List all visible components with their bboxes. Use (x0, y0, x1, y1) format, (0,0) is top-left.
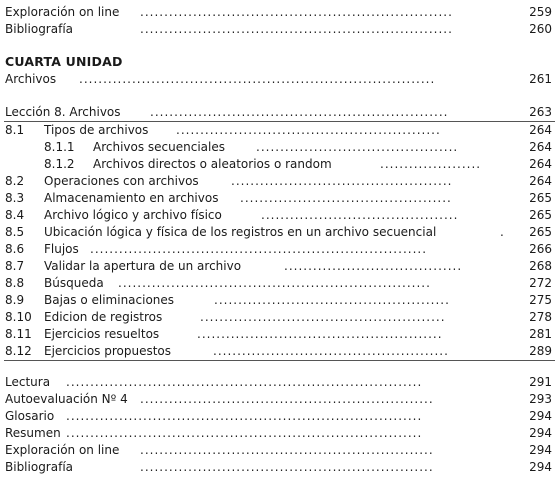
dot-leader: ................................................. (213, 344, 449, 358)
section-label: Ubicación lógica y física de los registros en un archivo secuencial (44, 225, 437, 239)
entry-label: Exploración on line (5, 5, 120, 19)
section-label: Bajas o eliminaciones (44, 293, 175, 307)
dot-leader: ................................................... (197, 327, 443, 341)
section-number: 8.6 (5, 242, 25, 256)
page-number: 294 (529, 443, 552, 457)
section-number: 8.9 (5, 293, 25, 307)
dot-leader: ................................................................. (140, 22, 453, 36)
page-number: 263 (529, 105, 552, 119)
entry-label: Bibliografía (5, 460, 74, 474)
section-label: Archivos directos o aleatorios o random (93, 157, 332, 171)
page-number: 261 (529, 72, 552, 86)
page-number: 293 (529, 392, 552, 406)
dot-leader: .......................................................................... (79, 72, 436, 86)
section-number: 8.1.1 (44, 140, 75, 154)
section-label: Archivos secuenciales (93, 140, 226, 154)
dot-leader: ............................................................. (140, 392, 434, 406)
toc-section (0, 139, 558, 156)
page-number: 294 (529, 460, 552, 474)
section-number: 8.1 (5, 123, 25, 137)
entry-label: Resumen (5, 426, 61, 440)
dot-leader: .............................................................. (150, 105, 449, 119)
toc-section (0, 156, 558, 173)
section-number: 8.4 (5, 208, 25, 222)
section-label: Tipos de archivos (44, 123, 149, 137)
entry-label: Lectura (5, 375, 51, 389)
entry-label: Autoevaluación Nº 4 (5, 392, 128, 406)
toc-section (0, 258, 558, 275)
page-number: 294 (529, 409, 552, 423)
dot-leader: .............................................. (231, 174, 453, 188)
toc-entry (0, 391, 558, 408)
toc-section (0, 343, 558, 360)
page-number: 278 (529, 310, 552, 324)
section-number: 8.2 (5, 174, 25, 188)
dot-leader: ............................................................. (140, 443, 434, 457)
page-number: 265 (529, 191, 552, 205)
dot-leader: .......................................................................... (66, 409, 423, 423)
page-number: 268 (529, 259, 552, 273)
page-number: 264 (529, 123, 552, 137)
toc-section (0, 292, 558, 309)
toc-section (0, 190, 558, 207)
section-number: 8.12 (5, 344, 32, 358)
divider (4, 360, 555, 361)
section-label: Validar la apertura de un archivo (44, 259, 242, 273)
page-number: 294 (529, 426, 552, 440)
dot-leader: . (500, 225, 505, 239)
dot-leader: ................................................................. (140, 5, 453, 19)
section-number: 8.11 (5, 327, 32, 341)
section-number: 8.3 (5, 191, 25, 205)
page-number: 266 (529, 242, 552, 256)
dot-leader: ............................................ (240, 191, 452, 205)
section-label: Archivo lógico y archivo físico (44, 208, 222, 222)
toc-entry (0, 425, 558, 442)
page-number: 264 (529, 174, 552, 188)
section-number: 8.7 (5, 259, 25, 273)
dot-leader: ................................................. (214, 293, 450, 307)
entry-label: Archivos (5, 72, 57, 86)
section-number: 8.8 (5, 276, 25, 290)
dot-leader: .......................................................................... (66, 426, 423, 440)
section-label: Operaciones con archivos (44, 174, 199, 188)
dot-leader: ............................................................. (140, 460, 434, 474)
section-label: Búsqueda (44, 276, 104, 290)
entry-label: Glosario (5, 409, 55, 423)
section-number: 8.1.2 (44, 157, 75, 171)
section-label: Ejercicios resueltos (44, 327, 160, 341)
toc-entry (0, 442, 558, 459)
dot-leader: ................................................................. (118, 276, 431, 290)
section-number: 8.10 (5, 310, 32, 324)
toc-entry (0, 4, 558, 21)
toc-entry (0, 408, 558, 425)
dot-leader: ......................................... (261, 208, 459, 222)
page-number: 259 (529, 5, 552, 19)
section-label: Flujos (44, 242, 79, 256)
page-number: 264 (529, 157, 552, 171)
toc-entry-lesson (0, 104, 558, 121)
dot-leader: ................................................... (200, 310, 446, 324)
toc-entry (0, 459, 558, 476)
toc-section (0, 224, 558, 241)
toc-section (0, 275, 558, 292)
toc-section (0, 241, 558, 258)
page-number: 265 (529, 225, 552, 239)
toc-section (0, 207, 558, 224)
section-label: Edicion de registros (44, 310, 163, 324)
section-number: 8.5 (5, 225, 25, 239)
dot-leader: .......................................... (256, 140, 459, 154)
toc-section (0, 173, 558, 190)
entry-label: Bibliografía (5, 22, 74, 36)
section-label: Ejercicios propuestos (44, 344, 172, 358)
dot-leader: .......................................................................... (66, 375, 423, 389)
section-label: Almacenamiento en archivos (44, 191, 219, 205)
entry-label: Exploración on line (5, 443, 120, 457)
page-number: 260 (529, 22, 552, 36)
toc-entry (0, 374, 558, 391)
entry-label: Lección 8. Archivos (5, 105, 121, 119)
toc-section (0, 309, 558, 326)
page-number: 275 (529, 293, 552, 307)
page-number: 281 (529, 327, 552, 341)
dot-leader: ...................................................................... (90, 242, 428, 256)
toc-section (0, 122, 558, 139)
toc-section (0, 326, 558, 343)
page-number: 272 (529, 276, 552, 290)
dot-leader: ..................... (380, 157, 482, 171)
unit-heading: CUARTA UNIDAD (5, 54, 123, 69)
page-number: 289 (529, 344, 552, 358)
page-number: 264 (529, 140, 552, 154)
dot-leader: ..................................... (284, 259, 463, 273)
page-number: 265 (529, 208, 552, 222)
toc-entry (0, 21, 558, 38)
toc-entry (0, 71, 558, 88)
dot-leader: ....................................................... (176, 123, 441, 137)
page-number: 291 (529, 375, 552, 389)
